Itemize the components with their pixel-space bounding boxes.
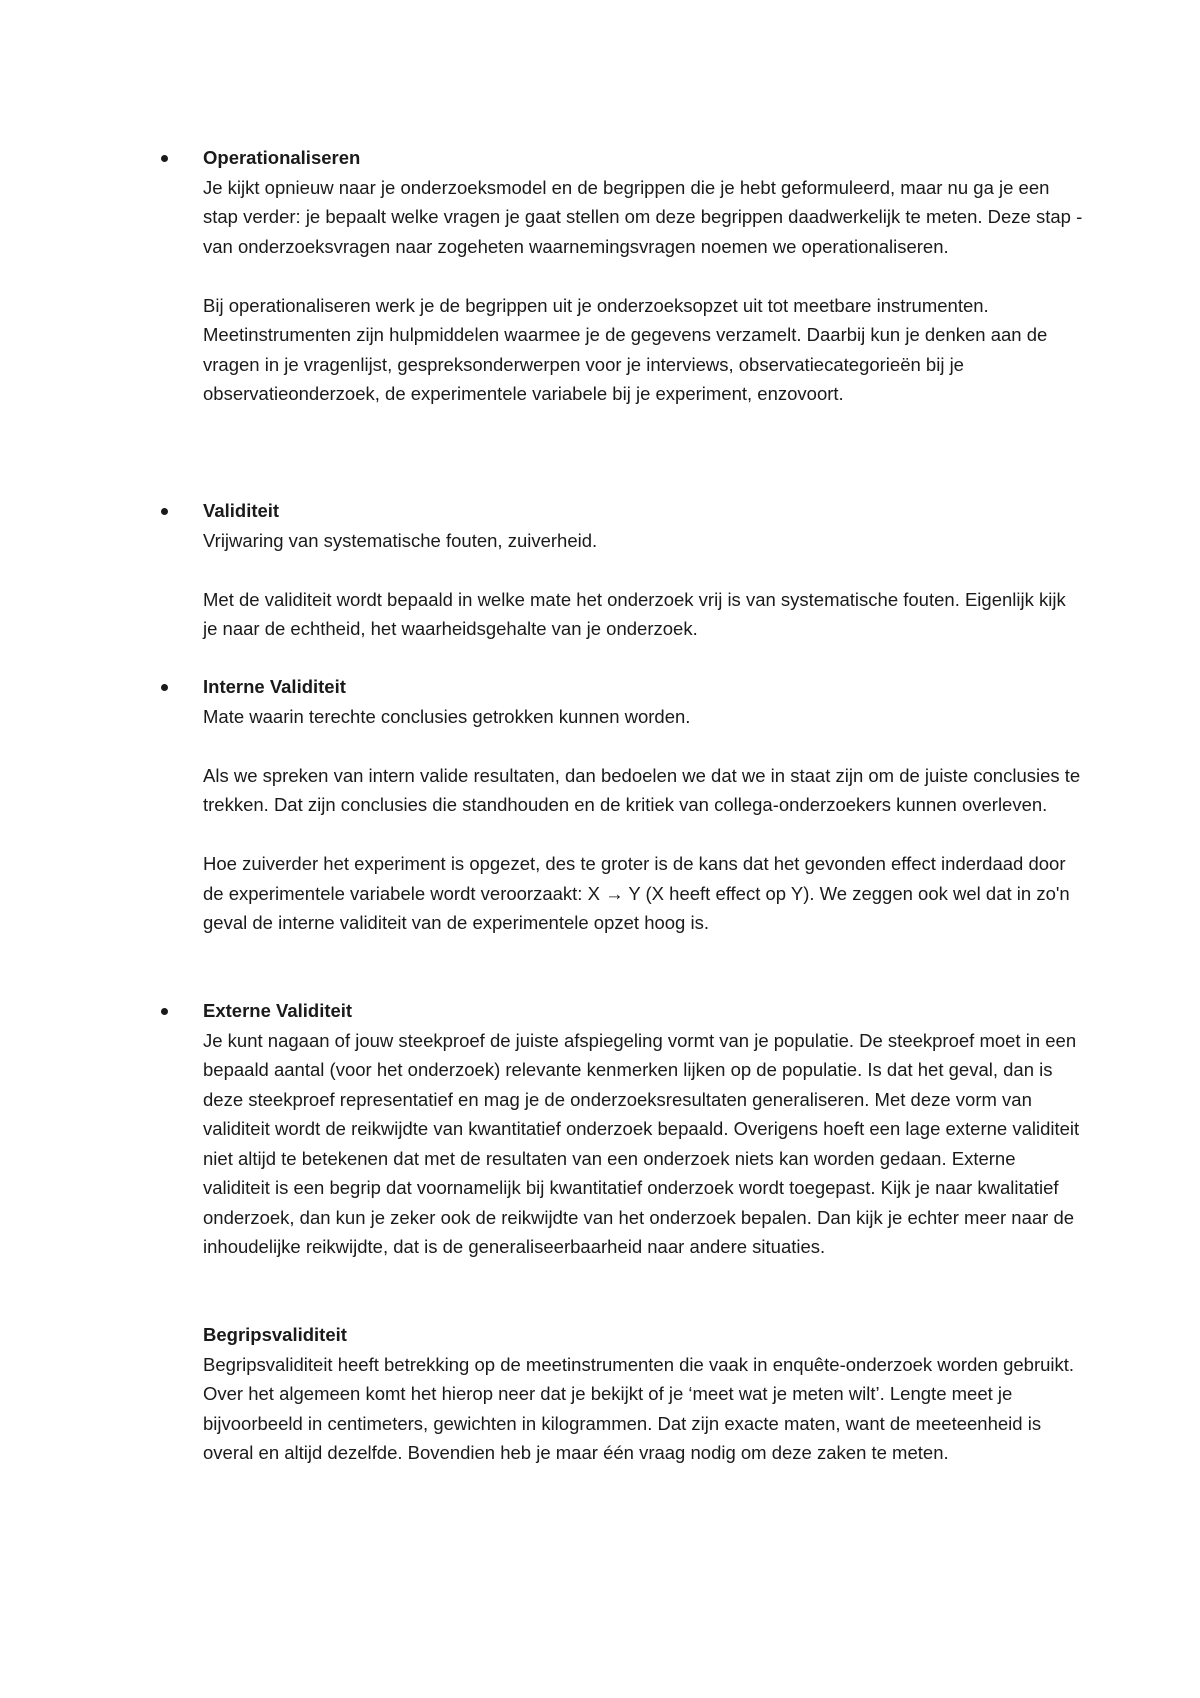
section-operationaliseren <box>203 143 1083 409</box>
section-interne-validiteit <box>203 672 1083 938</box>
section-paragraph: Mate waarin terechte conclusies getrokken kunnen worden. <box>203 705 691 727</box>
section-paragraph: Met de validiteit wordt bepaald in welke mate het onderzoek vrij is van systematische fouten. Eigenlijk kijk je naar de echtheid, het waarheidsgehalte van je onderzoek. <box>203 588 1066 639</box>
section-paragraph: Vrijwaring van systematische fouten, zuiverheid. <box>203 529 598 551</box>
bullet-icon <box>161 1008 168 1015</box>
section-validiteit <box>203 496 1083 644</box>
section-heading: Operationaliseren <box>203 147 361 168</box>
section-heading: Interne Validiteit <box>203 676 346 697</box>
section-paragraph: Begripsvaliditeit heeft betrekking op de meetinstrumenten die vaak in enquête-onderzoek worden gebruikt. Over het algemeen komt het hierop neer dat je bekijkt of je ‘meet wat je meten wilt’. Lengte meet je bijvoorbeeld in centimeters, gewichten in kilogrammen. Dat zijn exacte maten, want de meeteenheid is overal en altijd dezelfde. Bovendien heb je maar één vraag nodig om deze zaken te meten. <box>203 1353 1075 1463</box>
section-paragraph: Als we spreken van intern valide resultaten, dan bedoelen we dat we in staat zijn om de juiste conclusies te trekken. Dat zijn conclusies die standhouden en de kritiek van collega-onderzoekers kunnen overleven. <box>203 764 1081 815</box>
section-heading: Begripsvaliditeit <box>203 1324 347 1345</box>
section-paragraph: Bij operationaliseren werk je de begrippen uit je onderzoeksopzet uit tot meetbare instrumenten. Meetinstrumenten zijn hulpmiddelen waarmee je de gegevens verzamelt. Daarbij kun je denken aan de vragen in je vragenlijst, gespreksonderwerpen voor je interviews, observatiecategorieën bij je observatieonderzoek, de experimentele variabele bij je experiment, enzovoort. <box>203 294 1048 404</box>
section-externe-validiteit <box>203 996 1083 1262</box>
bullet-icon <box>161 684 168 691</box>
section-begripsvaliditeit <box>203 1320 1083 1468</box>
section-paragraph: Hoe zuiverder het experiment is opgezet, des te groter is de kans dat het gevonden effect inderdaad door de experimentele variabele wordt veroorzaakt: X → Y (X heeft effect op Y). We zeggen ook wel dat in zo'n geval de interne validiteit van de experimentele opzet hoog is. <box>203 853 1070 933</box>
section-heading: Externe Validiteit <box>203 1000 353 1021</box>
section-heading: Validiteit <box>203 500 280 521</box>
section-paragraph: Je kijkt opnieuw naar je onderzoeksmodel en de begrippen die je hebt geformuleerd, maar nu ga je een stap verder: je bepaalt welke vragen je gaat stellen om deze begrippen daadwerkelijk te meten. Deze stap - van onderzoeksvragen naar zogeheten waarnemingsvragen noemen we operationaliseren. <box>203 176 1083 257</box>
bullet-icon <box>161 155 168 162</box>
bullet-icon <box>161 508 168 515</box>
section-paragraph: Je kunt nagaan of jouw steekproef de juiste afspiegeling vormt van je populatie. De steekproef moet in een bepaald aantal (voor het onderzoek) relevante kenmerken lijken op de populatie. Is dat het geval, dan is deze steekproef representatief en mag je de onderzoeksresultaten generaliseren. Met deze vorm van validiteit wordt de reikwijdte van kwantitatief onderzoek bepaald. Overigens hoeft een lage externe validiteit niet altijd te betekenen dat met de resultaten van een onderzoek niets kan worden gedaan. Externe validiteit is een begrip dat voornamelijk bij kwantitatief onderzoek wordt toegepast. Kijk je naar kwalitatief onderzoek, dan kun je zeker ook de reikwijdte van het onderzoek bepalen. Dan kijk je echter meer naar de inhoudelijke reikwijdte, dat is de generaliseerbaarheid naar andere situaties. <box>203 1029 1080 1257</box>
